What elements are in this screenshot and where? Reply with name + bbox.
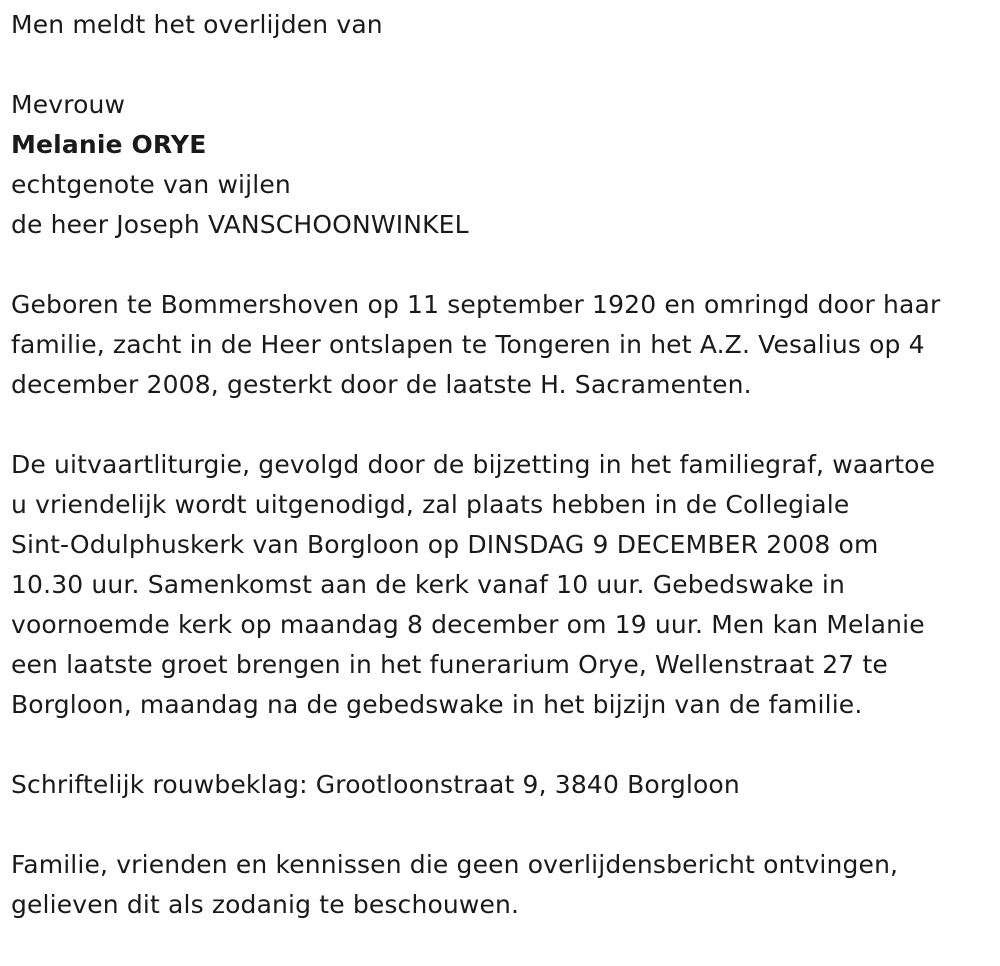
condolence-address: Schriftelijk rouwbeklag: Grootloonstraat 9, 3840 Borgloon	[11, 770, 740, 799]
paragraph-line: december 2008, gesterkt door de laatste H. Sacramenten.	[11, 370, 752, 399]
paragraph-line: Familie, vrienden en kennissen die geen overlijdensbericht ontvingen,	[11, 850, 899, 879]
relation-line-2: de heer Joseph VANSCHOONWINKEL	[11, 210, 469, 239]
deceased-name: Melanie ORYE	[11, 130, 207, 159]
intro-text: Men meldt het overlijden van	[11, 10, 383, 39]
spacer	[11, 45, 996, 85]
paragraph-line: voornoemde kerk op maandag 8 december om 19 uur. Men kan Melanie	[11, 610, 925, 639]
paragraph-line: 10.30 uur. Samenkomst aan de kerk vanaf 10 uur. Gebedswake in	[11, 570, 846, 599]
paragraph-line: gelieven dit als zodanig te beschouwen.	[11, 890, 520, 919]
funeral-paragraph	[11, 445, 996, 725]
spacer	[11, 405, 996, 445]
paragraph-line: familie, zacht in de Heer ontslapen te Tongeren in het A.Z. Vesalius op 4	[11, 330, 925, 359]
paragraph-line: een laatste groet brengen in het funerarium Orye, Wellenstraat 27 te	[11, 650, 888, 679]
closing-paragraph	[11, 845, 996, 925]
spacer	[11, 725, 996, 765]
spacer	[11, 805, 996, 845]
relation-line-1: echtgenote van wijlen	[11, 170, 291, 199]
paragraph-line: Borgloon, maandag na de gebedswake in het bijzijn van de familie.	[11, 690, 863, 719]
paragraph-line: Sint-Odulphuskerk van Borgloon op DINSDAG 9 DECEMBER 2008 om	[11, 530, 879, 559]
birth-paragraph	[11, 285, 996, 405]
spacer	[11, 245, 996, 285]
paragraph-line: De uitvaartliturgie, gevolgd door de bijzetting in het familiegraf, waartoe	[11, 450, 936, 479]
honorific-title: Mevrouw	[11, 90, 126, 119]
death-notice	[11, 5, 996, 925]
paragraph-line: Geboren te Bommershoven op 11 september 1920 en omringd door haar	[11, 290, 941, 319]
paragraph-line: u vriendelijk wordt uitgenodigd, zal plaats hebben in de Collegiale	[11, 490, 850, 519]
